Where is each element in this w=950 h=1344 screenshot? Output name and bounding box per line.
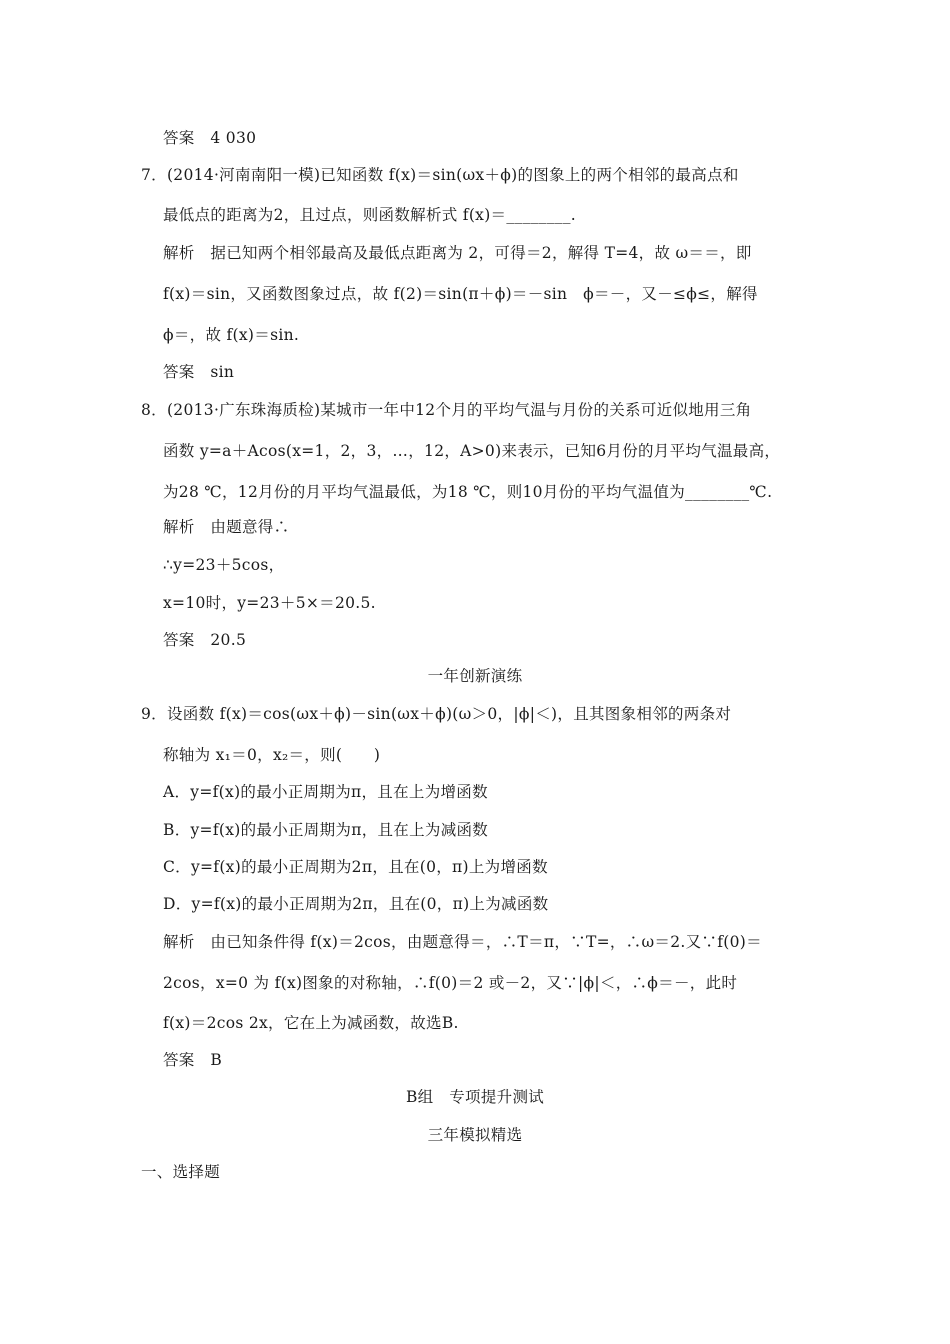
answer-6: 答案 4 030 [163, 129, 257, 147]
section-heading-group-b: B组 专项提升测试 [405, 1088, 545, 1106]
solution-9-line-1: 解析 由已知条件得 f(x)＝2cos，由题意得＝，∴T＝π，∵T=，∴ω＝2.又∵f(0)＝ [163, 933, 762, 951]
question-8-line-2: 函数 y=a＋Acos(x=1，2，3，…，12，A>0)来表示，已知6月份的月平均气温最高， [163, 442, 781, 460]
section-heading-multiple-choice: 一、选择题 [141, 1163, 221, 1181]
question-7-line-1: 7．(2014·河南南阳一模)已知函数 f(x)＝sin(ωx＋ϕ)的图象上的两个相邻的最高点和 [141, 166, 739, 184]
solution-9-line-3: f(x)＝2cos 2x，它在上为减函数，故选B. [163, 1014, 459, 1032]
solution-7-line-2: f(x)＝sin，又函数图象过点，故 f(2)＝sin(π＋ϕ)＝－sin ϕ＝－，又－≤ϕ≤，解得 [163, 285, 758, 303]
solution-7-line-3: ϕ＝，故 f(x)＝sin. [163, 326, 300, 344]
section-heading-innovation: 一年创新演练 [427, 667, 523, 685]
question-9-line-2: 称轴为 x₁＝0，x₂＝，则( ) [163, 746, 381, 764]
solution-9-line-2: 2cos，x=0 为 f(x)图象的对称轴，∴f(0)＝2 或－2，又∵|ϕ|＜，∴ϕ＝－，此时 [163, 974, 738, 992]
option-c: C．y=f(x)的最小正周期为2π，且在(0，π)上为增函数 [163, 858, 548, 876]
section-heading-three-years: 三年模拟精选 [427, 1126, 523, 1144]
solution-8-line-2: ∴y=23＋5cos， [163, 556, 285, 574]
option-a: A．y=f(x)的最小正周期为π，且在上为增函数 [163, 783, 488, 801]
question-9-line-1: 9．设函数 f(x)＝cos(ωx＋ϕ)－sin(ωx＋ϕ)(ω＞0，|ϕ|＜)，且其图象相邻的两条对 [141, 705, 732, 723]
question-8-line-1: 8．(2013·广东珠海质检)某城市一年中12个月的平均气温与月份的关系可近似地用三角 [141, 401, 752, 419]
question-7-line-2: 最低点的距离为2，且过点，则函数解析式 f(x)＝________. [163, 206, 576, 224]
solution-7-line-1: 解析 据已知两个相邻最高及最低点距离为 2，可得＝2，解得 T=4，故 ω＝＝，即 [163, 244, 752, 262]
answer-9: 答案 B [163, 1051, 223, 1069]
question-8-line-3: 为28 ℃，12月份的月平均气温最低，为18 ℃，则10月份的平均气温值为________℃. [163, 483, 773, 501]
option-b: B．y=f(x)的最小正周期为π，且在上为减函数 [163, 821, 489, 839]
answer-8: 答案 20.5 [163, 631, 247, 649]
solution-8-line-1: 解析 由题意得∴ [163, 518, 290, 536]
option-d: D．y=f(x)的最小正周期为2π，且在(0，π)上为减函数 [163, 895, 549, 913]
solution-8-line-3: x=10时，y=23＋5×＝20.5. [163, 594, 376, 612]
answer-7: 答案 sin [163, 363, 235, 381]
